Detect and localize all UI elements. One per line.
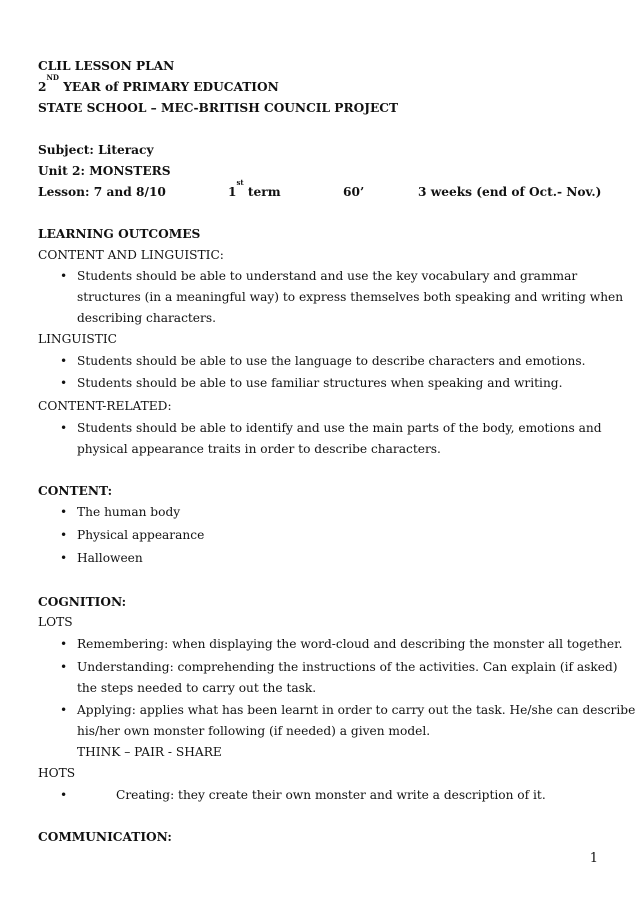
linguistic-label: LINGUISTIC — [38, 332, 118, 346]
year-line: 2ND YEAR of PRIMARY EDUCATION — [38, 73, 279, 94]
project-line: STATE SCHOOL – MEC-BRITISH COUNCIL PROJECT — [38, 101, 399, 115]
lesson-line: Lesson: 7 and 8/10 — [38, 185, 166, 199]
content-heading: CONTENT: — [38, 484, 113, 498]
subject-line: Subject: Literacy — [38, 143, 154, 157]
cognition-heading: COGNITION: — [38, 595, 127, 609]
term-line: 1st term — [228, 178, 281, 199]
learning-outcomes-heading: LEARNING OUTCOMES — [38, 227, 201, 241]
unit-line: Unit 2: MONSTERS — [38, 164, 171, 178]
communication-heading: COMMUNICATION: — [38, 830, 172, 844]
lots-label: LOTS — [38, 615, 73, 629]
content-related-label: CONTENT-RELATED: — [38, 399, 172, 413]
weeks-line: 3 weeks (end of Oct.- Nov.) — [418, 185, 602, 199]
duration-line: 60’ — [343, 185, 365, 199]
page-number: 1 — [589, 851, 598, 866]
hots-label: HOTS — [38, 766, 76, 780]
doc-title: CLIL LESSON PLAN — [38, 59, 175, 73]
content-linguistic-label: CONTENT AND LINGUISTIC: — [38, 248, 224, 262]
